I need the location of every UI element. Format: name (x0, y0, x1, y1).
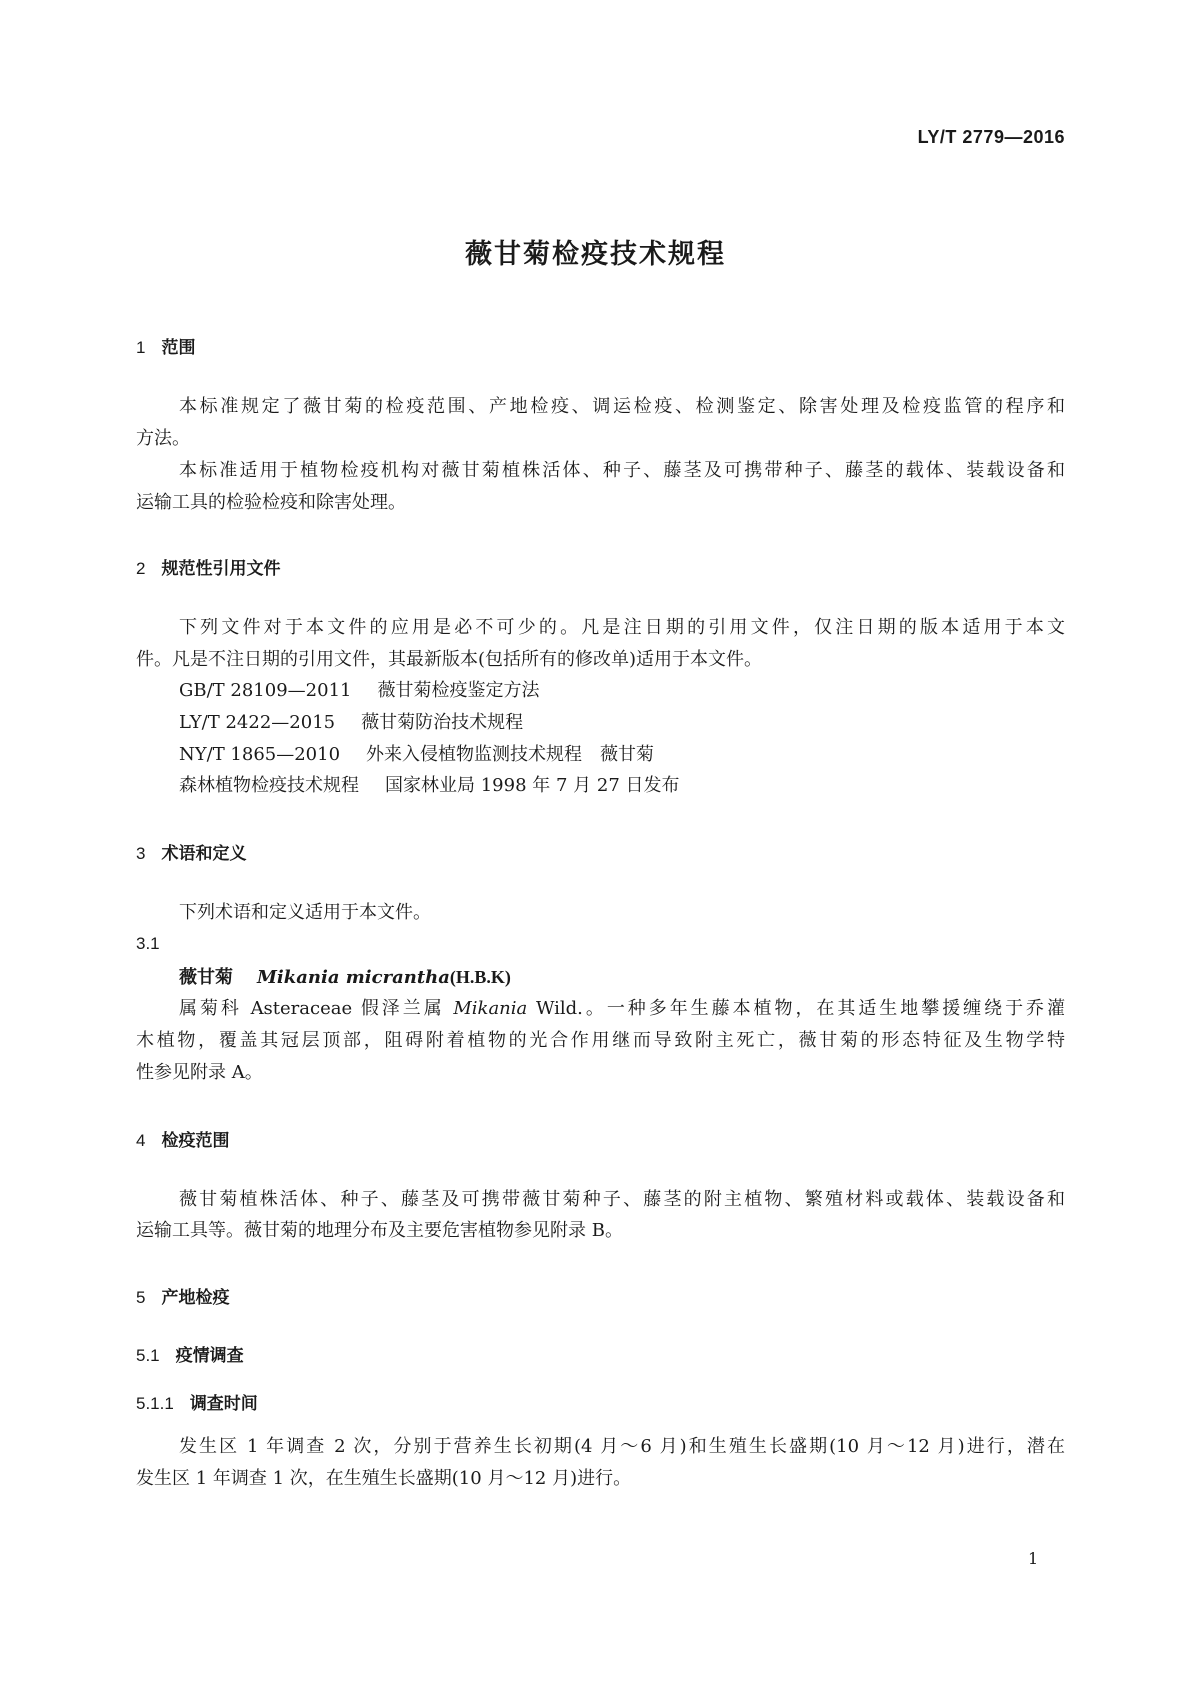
paragraph-line: 发生区 1 年调查 2 次，分别于营养生长初期(4 月～6 月)和生殖生长盛期(10 月～12 月)进行，潜在 (179, 1436, 1065, 1457)
paragraph-line: 本标准规定了薇甘菊的检疫范围、产地检疫、调运检疫、检测鉴定、除害处理及检疫监管的程序和 (179, 396, 1065, 417)
definition-line: 性参见附录 A。 (136, 1062, 263, 1083)
section-number: 5 (136, 1288, 146, 1307)
section-title: 规范性引用文件 (161, 559, 281, 579)
page-title: 薇甘菊检疫技术规程 (465, 239, 726, 270)
reference-code: LY/T 2422—2015 (179, 712, 336, 733)
section-5-1-heading (136, 1341, 244, 1366)
section-number: 5.1.1 (136, 1394, 174, 1413)
genus-name: Mikania (453, 998, 528, 1019)
page-number: 1 (1028, 1549, 1039, 1568)
reference-name: 薇甘菊防治技术规程 (361, 712, 524, 733)
paragraph-line: 薇甘菊植株活体、种子、藤茎及可携带薇甘菊种子、藤茎的附主植物、繁殖材料或载体、装载设备和 (179, 1189, 1065, 1210)
section-5-1-1-heading (136, 1389, 258, 1414)
reference-item (179, 680, 565, 702)
reference-code: GB/T 28109—2011 (179, 680, 352, 701)
paragraph-line: 方法。 (136, 428, 190, 449)
section-title: 调查时间 (189, 1394, 258, 1414)
section-number: 4 (136, 1131, 146, 1150)
paragraph-line: 件。凡是不注日期的引用文件，其最新版本(包括所有的修改单)适用于本文件。 (136, 649, 763, 670)
definition-line: 木植物，覆盖其冠层顶部，阻碍附着植物的光合作用继而导致附主死亡，薇甘菊的形态特征及生物学特 (136, 1030, 1065, 1051)
paragraph-line: 下列术语和定义适用于本文件。 (179, 902, 431, 923)
section-1-heading (136, 333, 195, 358)
text: 属菊科 Asteraceae 假泽兰属 (179, 998, 454, 1019)
reference-name: 薇甘菊检疫鉴定方法 (377, 680, 540, 701)
term-latin: Mikania micrantha (257, 967, 450, 988)
section-4-heading (136, 1126, 229, 1151)
definition-line (179, 998, 1065, 1020)
standard-code: LY/T 2779—2016 (917, 127, 1065, 147)
subclause-number: 3.1 (136, 934, 160, 953)
paragraph-line: 发生区 1 年调查 1 次，在生殖生长盛期(10 月～12 月)进行。 (136, 1468, 632, 1489)
reference-item (179, 744, 680, 766)
section-number: 2 (136, 559, 146, 578)
reference-name: 外来入侵植物监测技术规程 薇甘菊 (366, 744, 655, 765)
reference-code: NY/T 1865—2010 (179, 744, 341, 765)
section-3-heading (136, 839, 246, 864)
reference-name: 国家林业局 1998 年 7 月 27 日发布 (385, 775, 680, 796)
term-entry (179, 966, 511, 989)
text: Wild.。一种多年生藤本植物，在其适生地攀援缠绕于乔灌 (527, 998, 1065, 1019)
paragraph-line: 本标准适用于植物检疫机构对薇甘菊植株活体、种子、藤茎及可携带种子、藤茎的载体、装载设备和 (179, 460, 1065, 481)
section-title: 术语和定义 (161, 844, 247, 864)
section-2-heading (136, 554, 280, 579)
section-title: 检疫范围 (161, 1131, 230, 1151)
section-5-heading (136, 1283, 229, 1308)
section-number: 3 (136, 844, 146, 863)
reference-code: 森林植物检疫技术规程 (179, 775, 359, 796)
section-title: 疫情调查 (175, 1346, 244, 1366)
section-title: 产地检疫 (161, 1288, 230, 1308)
reference-item (179, 712, 549, 734)
paragraph-line: 运输工具等。薇甘菊的地理分布及主要危害植物参见附录 B。 (136, 1220, 623, 1241)
paragraph-line: 下列文件对于本文件的应用是必不可少的。凡是注日期的引用文件，仅注日期的版本适用于本文 (179, 617, 1065, 638)
section-title: 范围 (161, 338, 196, 358)
section-number: 5.1 (136, 1346, 160, 1365)
paragraph-line: 运输工具的检验检疫和除害处理。 (136, 492, 406, 513)
term-chinese: 薇甘菊 (179, 967, 233, 988)
reference-item (179, 775, 706, 797)
section-number: 1 (136, 338, 146, 357)
term-author: (H.B.K) (449, 967, 511, 987)
